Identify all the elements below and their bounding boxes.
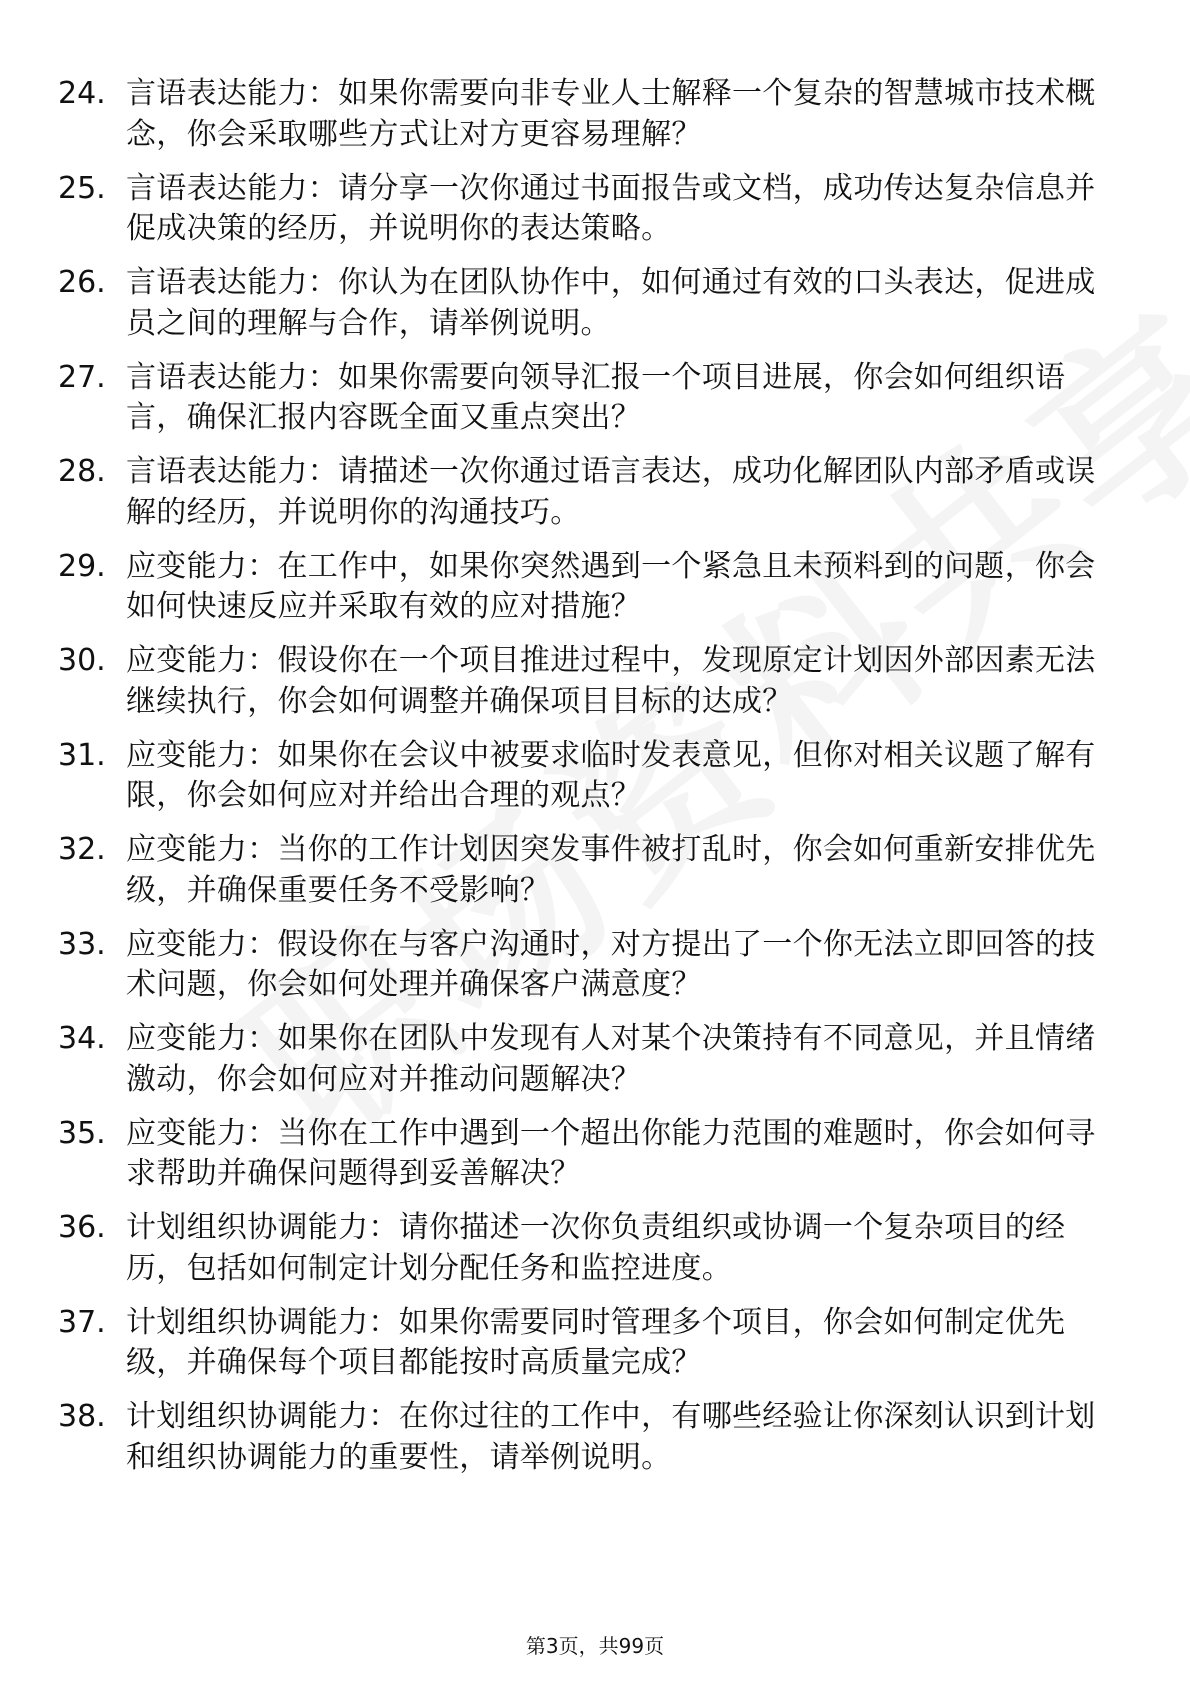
question-number: 31. [58, 737, 106, 773]
question-number: 30. [58, 643, 106, 678]
question-text: 言语表达能力：请分享一次你通过书面报告或文档，成功传达复杂信息并促成决策的经历，并说明你的表达策略。 [126, 170, 1096, 246]
question-text: 计划组织协调能力：在你过往的工作中，有哪些经验让你深刻认识到计划和组织协调能力的重要性，请举例说明。 [126, 1399, 1096, 1475]
question-text: 言语表达能力：你认为在团队协作中，如何通过有效的口头表达，促进成员之间的理解与合作，请举例说明。 [126, 265, 1096, 341]
question-item [58, 1114, 1118, 1195]
question-number: 38. [58, 1399, 106, 1434]
question-number: 27. [58, 359, 106, 395]
question-number: 35. [58, 1115, 106, 1151]
question-item [58, 1208, 1118, 1289]
question-item [58, 1397, 1118, 1478]
question-number: 29. [58, 548, 106, 584]
question-number: 37. [58, 1304, 106, 1340]
question-text: 计划组织协调能力：如果你需要同时管理多个项目，你会如何制定优先级，并确保每个项目都能按时高质量完成？ [126, 1304, 1066, 1380]
question-text: 言语表达能力：如果你需要向非专业人士解释一个复杂的智慧城市技术概念，你会采取哪些方式让对方更容易理解？ [126, 76, 1096, 152]
question-number: 25. [58, 170, 106, 206]
question-text: 应变能力：如果你在团队中发现有人对某个决策持有不同意见，并且情绪激动，你会如何应对并推动问题解决？ [126, 1021, 1096, 1097]
question-number: 24. [58, 76, 106, 111]
question-number: 34. [58, 1021, 106, 1056]
question-number: 28. [58, 454, 106, 489]
question-item [58, 74, 1118, 155]
question-item [58, 452, 1118, 533]
question-number: 36. [58, 1210, 106, 1245]
question-item [58, 547, 1118, 628]
question-text: 言语表达能力：请描述一次你通过语言表达，成功化解团队内部矛盾或误解的经历，并说明你的沟通技巧。 [126, 454, 1096, 530]
question-item [58, 263, 1118, 344]
question-item [58, 736, 1118, 817]
question-text: 应变能力：如果你在会议中被要求临时发表意见，但你对相关议题了解有限，你会如何应对并给出合理的观点？ [126, 737, 1096, 813]
question-text: 言语表达能力：如果你需要向领导汇报一个项目进展，你会如何组织语言，确保汇报内容既全面又重点突出？ [126, 359, 1066, 435]
question-item [58, 925, 1118, 1006]
question-list [58, 74, 1118, 1492]
question-text: 应变能力：在工作中，如果你突然遇到一个紧急且未预料到的问题，你会如何快速反应并采取有效的应对措施？ [126, 548, 1096, 624]
question-text: 应变能力：当你的工作计划因突发事件被打乱时，你会如何重新安排优先级，并确保重要任务不受影响？ [126, 832, 1096, 908]
question-text: 应变能力：假设你在与客户沟通时，对方提出了一个你无法立即回答的技术问题，你会如何处理并确保客户满意度？ [126, 926, 1096, 1002]
question-text: 计划组织协调能力：请你描述一次你负责组织或协调一个复杂项目的经历，包括如何制定计划分配任务和监控进度。 [126, 1210, 1066, 1286]
question-item [58, 641, 1118, 722]
question-text: 应变能力：假设你在一个项目推进过程中，发现原定计划因外部因素无法继续执行，你会如何调整并确保项目目标的达成？ [126, 643, 1096, 719]
question-item [58, 830, 1118, 911]
question-item [58, 1303, 1118, 1384]
question-item [58, 169, 1118, 250]
question-item [58, 358, 1118, 439]
question-number: 26. [58, 265, 106, 300]
question-text: 应变能力：当你在工作中遇到一个超出你能力范围的难题时，你会如何寻求帮助并确保问题得到妥善解决？ [126, 1115, 1096, 1191]
question-item [58, 1019, 1118, 1100]
question-number: 33. [58, 926, 106, 962]
page-indicator: 第3页，共99页 [525, 1634, 665, 1658]
question-number: 32. [58, 832, 106, 867]
